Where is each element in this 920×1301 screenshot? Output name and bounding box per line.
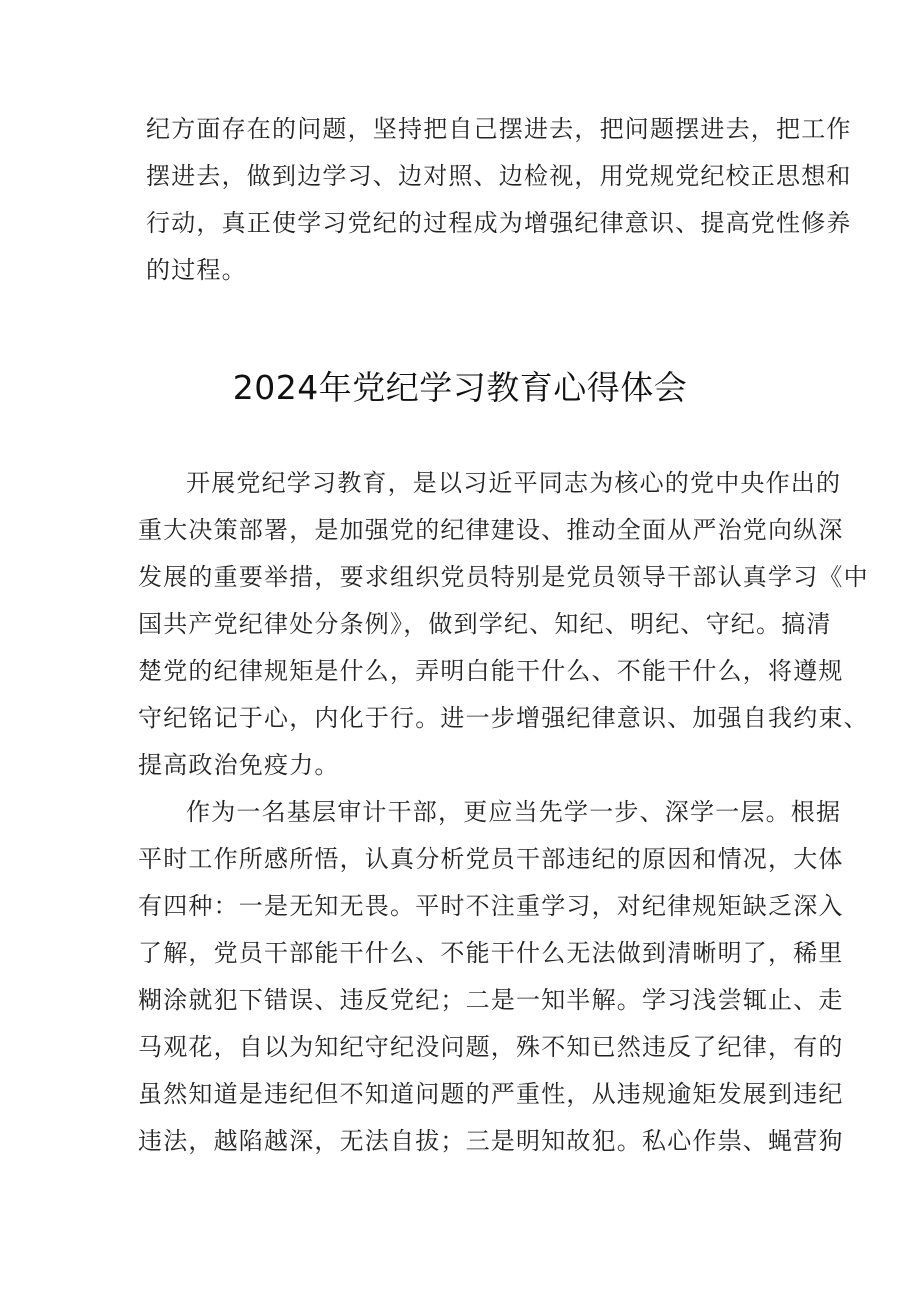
paragraph-line: 开展党纪学习教育，是以习近平同志为核心的党中央作出的	[186, 469, 842, 497]
paragraph-line: 了解，党员干部能干什么、不能干什么无法做到清晰明了，稀里	[138, 939, 844, 967]
intro-paragraph	[146, 106, 852, 294]
intro-line: 摆进去，做到边学习、边对照、边检视，用党规党纪校正思想和	[146, 162, 852, 190]
paragraph-line: 提高政治免疫力。	[138, 751, 340, 779]
paragraph-2	[138, 789, 844, 1165]
paragraph-line: 作为一名基层审计干部，更应当先学一步、深学一层。根据	[186, 798, 842, 826]
intro-line: 纪方面存在的问题，坚持把自己摆进去，把问题摆进去，把工作	[146, 115, 852, 143]
document-title: 2024年党纪学习教育心得体会	[232, 368, 688, 407]
paragraph-line: 虽然知道是违纪但不知道问题的严重性，从违规逾矩发展到违纪	[138, 1080, 844, 1108]
document-body	[138, 460, 869, 1165]
paragraph-line: 有四种：一是无知无畏。平时不注重学习，对纪律规矩缺乏深入	[138, 892, 844, 920]
paragraph-line: 发展的重要举措，要求组织党员特别是党员领导干部认真学习《中	[138, 563, 869, 591]
paragraph-line: 平时工作所感所悟，认真分析党员干部违纪的原因和情况，大体	[138, 845, 844, 873]
paragraph-line: 守纪铭记于心，内化于行。进一步增强纪律意识、加强自我约束、	[138, 704, 869, 732]
paragraph-line: 糊涂就犯下错误、违反党纪；二是一知半解。学习浅尝辄止、走	[138, 986, 844, 1014]
intro-line: 的过程。	[146, 256, 247, 284]
paragraph-line: 违法，越陷越深，无法自拔；三是明知故犯。私心作祟、蝇营狗	[138, 1127, 844, 1155]
intro-line: 行动，真正使学习党纪的过程成为增强纪律意识、提高党性修养	[146, 209, 852, 237]
paragraph-line: 国共产党纪律处分条例》，做到学纪、知纪、明纪、守纪。搞清	[138, 610, 832, 638]
paragraph-line: 马观花，自以为知纪守纪没问题，殊不知已然违反了纪律，有的	[138, 1033, 844, 1061]
paragraph-1	[138, 460, 869, 789]
paragraph-line: 重大决策部署，是加强党的纪律建设、推动全面从严治党向纵深	[138, 516, 844, 544]
paragraph-line: 楚党的纪律规矩是什么，弄明白能干什么、不能干什么，将遵规	[138, 657, 844, 685]
